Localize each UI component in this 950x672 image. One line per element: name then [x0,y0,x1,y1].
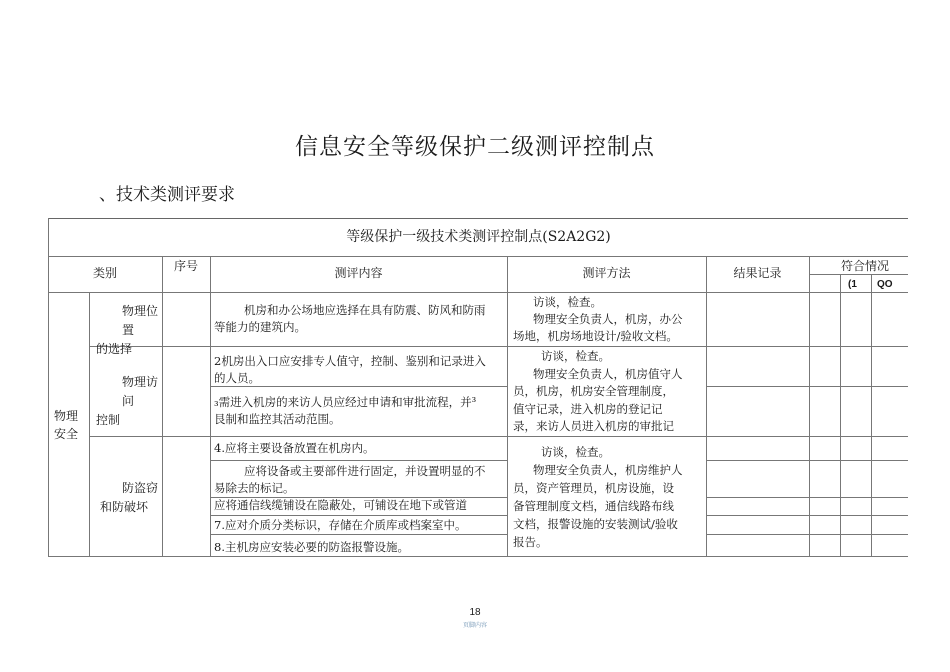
footer-note: 页脚内容 [462,622,487,629]
header-comp-b: QO [877,279,893,290]
header-compliance: 符合情况 [840,259,889,273]
content-row-7: 7.应对介质分类标识，存储在介质库或档案室中。 [214,518,467,532]
content-row-2: 2机房出入口应安排专人值守，控制、鉴别和记录进入 的人员。 [214,354,486,385]
section-heading: 、技术类测评要求 [99,185,235,205]
document-title: 信息安全等级保护二级测评控制点 [295,134,655,160]
group-name-location: 物理位置 的选择 [96,304,159,356]
content-row-1: 机房和办公场地应选择在具有防震、防风和防雨 等能力的建筑内。 [214,303,486,334]
group-name-access: 物理访问 控制 [96,375,159,427]
table-caption: 等级保护一级技术类测评控制点(S2A2G2) [48,218,908,256]
main-category: 物理 安全 [54,409,79,441]
method-group-1: 访谈，检查。 物理安全负责人，机房，办公 场地，机房场地设计/验收文档。 [513,295,683,343]
header-category: 类别 [92,266,117,280]
header-seq: 序号 [173,259,198,273]
method-group-3: 访谈，检查。 物理安全负责人，机房维护人 员，资产管理员，机房设施，设 备管理制度文档，通信线路布线 文档，报警设施的安装测试/验收 报告。 [513,445,683,549]
method-group-2: 访谈，检查。 物理安全负责人，机房值守人 员，机房，机房安全管理制度， 值守记录，进入机房的登记记 录，来访人员进入机房的审批记 [513,349,683,433]
header-method: 测评方法 [582,266,631,280]
content-row-8: 8.主机房应安装必要的防盗报警设施。 [214,540,409,554]
group-name-theft: 防盗窃 和防破坏 [100,481,159,514]
page-number: 18 [469,607,481,618]
header-content: 测评内容 [334,266,383,280]
content-row-4: 4.应将主要设备放置在机房内。 [214,441,375,455]
content-row-3: ₃需进入机房的来访人员应经过申请和审批流程，并³ 艮制和监控其活动范围。 [214,395,477,426]
content-row-6: 应将通信线缆铺设在隐蔽处，可铺设在地下或管道 [214,498,467,512]
header-comp-a: (1 [848,279,857,290]
content-row-5: 应将设备或主要部件进行固定，并设置明显的不 易除去的标记。 [214,464,486,495]
header-result: 结果记录 [733,266,782,280]
